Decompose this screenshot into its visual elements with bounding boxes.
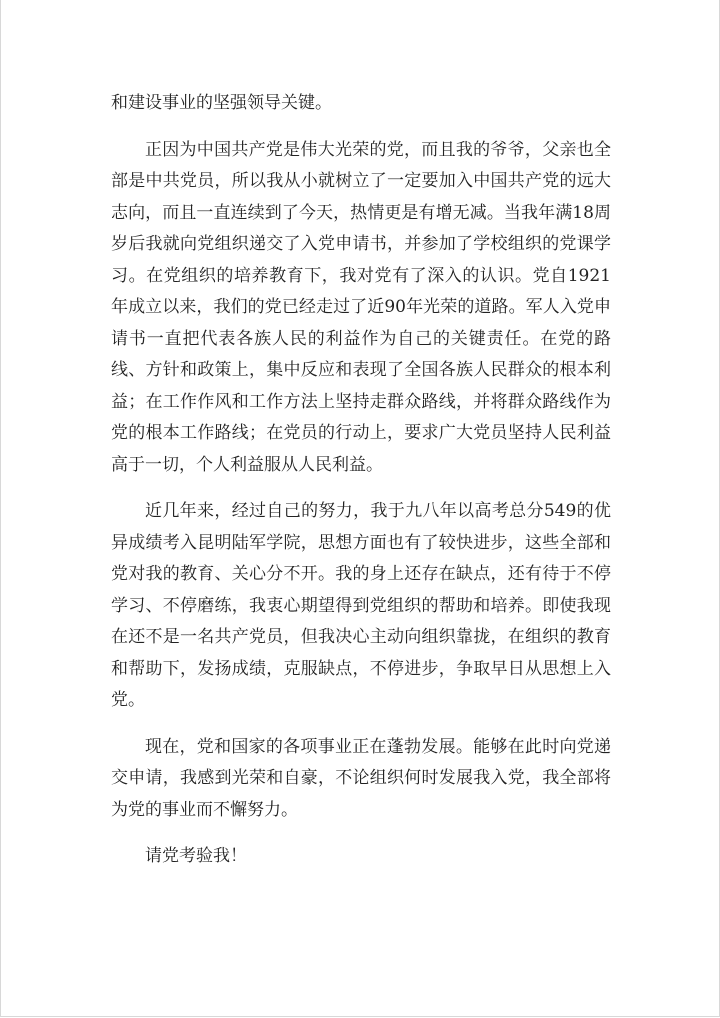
continuation-paragraph: 和建设事业的坚强领导关键。 xyxy=(111,93,332,113)
paragraph-party-aspiration: 正因为中国共产党是伟大光荣的党，而且我的爷爷，父亲也全部是中共党员，所以我从小就树立了一定要加入中国共产党的远大志向，而且一直连续到了今天，热情更是有增无减。当我年满18周岁后我就向党组织递交了入党申请书，并参加了学校组织的党课学习。在党组织的培养教育下，我对党有了深入的认识。党自1921年成立以来，我们的党已经走过了近90年光荣的道路。军人入党申请书一直把代表各族人民的利益作为自己的关键责任。在党的路线、方针和政策上，集中反应和表现了全国各族人民群众的根本利益；在工作作风和工作方法上坚持走群众路线，并将群众路线作为党的根本工作路线；在党员的行动上，要求广大党员坚持人民利益高于一切，个人利益服从人民利益。 xyxy=(111,139,611,475)
document-body xyxy=(111,88,611,873)
closing-line: 请党考验我！ xyxy=(145,846,247,866)
paragraph-self-progress: 近几年来，经过自己的努力，我于九八年以高考总分549的优异成绩考入昆明陆军学院，思想方面也有了较快进步，这些全部和党对我的教育、关心分不开。我的身上还存在缺点，还有待于不停学习、不停磨练，我衷心期望得到党组织的帮助和培养。即使我现在还不是一名共产党员，但我决心主动向组织靠拢，在组织的教育和帮助下，发扬成绩，克服缺点，不停进步，争取早日从思想上入党。 xyxy=(111,501,611,710)
paragraph-gap xyxy=(111,120,611,135)
paragraph-commitment: 现在，党和国家的各项事业正在蓬勃发展。能够在此时向党递交申请，我感到光荣和自豪，不论组织何时发展我入党，我全部将为党的事业而不懈努力。 xyxy=(111,736,611,820)
paragraph-gap xyxy=(111,717,611,732)
paragraph-gap xyxy=(111,826,611,841)
paragraph-gap xyxy=(111,481,611,496)
